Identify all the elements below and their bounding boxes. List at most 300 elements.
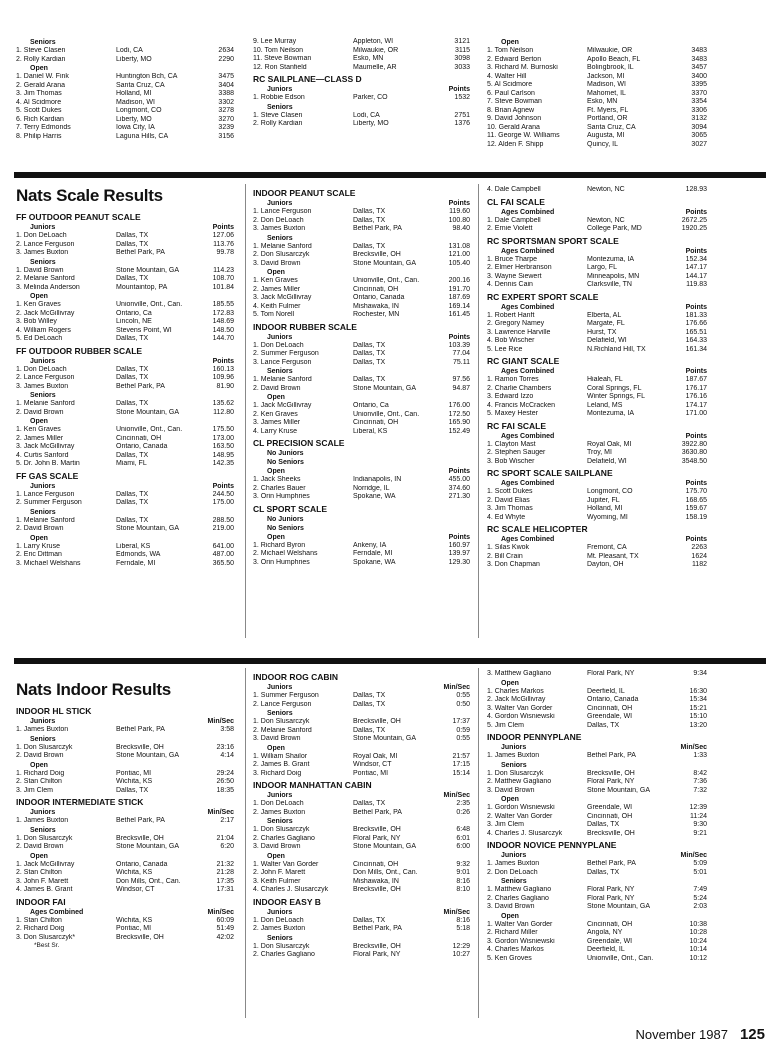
result-row — [16, 934, 234, 943]
competitor-hometown: Dallas, TX — [116, 240, 149, 248]
score-unit-heading: Min/Sec — [680, 744, 707, 751]
competitor-score: 244.50 — [212, 490, 234, 498]
competitor-name: 2. Eric Dittman — [16, 551, 62, 558]
competitor-name: 12. Alden F. Shipp — [487, 140, 544, 148]
competitor-name: 1. Clayton Mast — [487, 440, 536, 448]
indoor-column-2 — [253, 670, 470, 960]
top-column-3 — [487, 38, 707, 149]
result-row — [16, 301, 234, 310]
result-row — [16, 770, 234, 779]
competitor-name: 3. James Buxton — [253, 225, 306, 232]
competitor-hometown: Ontario, Ca — [116, 309, 152, 317]
competitor-hometown: Dallas, TX — [353, 208, 386, 215]
competitor-score: 176.16 — [685, 393, 707, 400]
competitor-name: 3. Jack McGillivray — [253, 294, 312, 301]
competitor-score: 173.00 — [212, 434, 234, 442]
result-row — [16, 843, 234, 852]
result-row — [487, 256, 707, 265]
division-heading — [253, 791, 470, 800]
result-row — [253, 770, 470, 779]
result-row — [16, 232, 234, 241]
division-label: Open — [267, 533, 285, 541]
result-row — [487, 141, 707, 150]
competitor-hometown: Cincinnati, OH — [116, 434, 162, 442]
competitor-score: 161.34 — [685, 345, 707, 353]
competitor-score: 15:21 — [689, 704, 707, 712]
result-row — [16, 73, 234, 82]
result-row — [16, 778, 234, 787]
competitor-score: 3121 — [454, 38, 470, 45]
division-heading — [16, 808, 234, 817]
score-unit-heading: Points — [448, 200, 470, 207]
result-row — [16, 409, 234, 418]
competitor-hometown: Unionville, Ont., Can. — [587, 954, 654, 962]
competitor-name: 2. Charles Bauer — [253, 484, 306, 492]
competitor-name: 3. Jim Clem — [16, 786, 53, 794]
competitor-score: 3395 — [691, 81, 707, 88]
result-row — [487, 544, 707, 553]
competitor-name: 3. Don Slusarczyk* — [16, 933, 76, 941]
competitor-score: 172.50 — [448, 410, 470, 418]
competitor-name: 4. Francis McCracken — [487, 401, 556, 409]
competitor-score: 487.00 — [212, 551, 234, 558]
result-row — [253, 47, 470, 56]
competitor-hometown: Dallas, TX — [353, 700, 386, 708]
result-row — [253, 419, 470, 428]
competitor-name: 3. Don Chapman — [487, 561, 540, 568]
competitor-hometown: Bethel Park, PA — [116, 726, 165, 733]
competitor-hometown: Ferndale, MI — [116, 559, 156, 567]
competitor-hometown: Floral Park, NY — [587, 778, 635, 785]
score-unit-heading: Points — [685, 247, 707, 255]
competitor-hometown: Dallas, TX — [353, 242, 386, 250]
competitor-hometown: Dallas, TX — [353, 216, 386, 224]
score-unit-heading: Points — [685, 480, 707, 487]
competitor-score: 42:02 — [216, 933, 234, 941]
event-title: INDOOR NOVICE PENNYPLANE — [487, 840, 617, 850]
competitor-name: 1. Lance Ferguson — [16, 490, 75, 498]
division-label: Seniors — [30, 735, 56, 743]
score-unit-heading: Points — [685, 303, 707, 311]
competitor-hometown: Dallas, TX — [116, 499, 149, 506]
competitor-name: 2. Lance Ferguson — [253, 700, 312, 708]
event-title: INDOOR PEANUT SCALE — [253, 188, 356, 198]
competitor-score: 641.00 — [212, 542, 234, 550]
result-row — [16, 275, 234, 284]
result-row — [487, 217, 707, 226]
result-row — [16, 861, 234, 870]
event-title: RC SAILPLANE—CLASS D — [253, 74, 362, 84]
competitor-hometown: Parker, CO — [353, 94, 388, 101]
competitor-name: 2. David Brown — [16, 525, 64, 532]
competitor-name: 1. Dale Campbell — [487, 216, 541, 224]
result-row — [487, 449, 707, 458]
competitor-score: 9:01 — [456, 869, 470, 876]
competitor-score: 3475 — [218, 73, 234, 80]
competitor-name: 1. David Brown — [16, 266, 64, 274]
competitor-hometown: Dallas, TX — [353, 692, 386, 699]
result-row — [487, 929, 707, 938]
result-row — [16, 318, 234, 327]
competitor-hometown: Winter Springs, FL — [587, 393, 645, 400]
event-title: INDOOR FAI — [16, 896, 66, 907]
competitor-hometown: Dallas, TX — [116, 516, 149, 524]
competitor-hometown: Holland, MI — [587, 505, 623, 512]
footnote: *Best Sr. — [34, 942, 60, 949]
result-row — [16, 925, 234, 934]
competitor-hometown: Jupiter, FL — [587, 496, 620, 504]
competitor-score: 6:01 — [456, 834, 470, 842]
competitor-hometown: Newton, NC — [587, 216, 625, 224]
division-heading — [487, 535, 707, 544]
division-label: Open — [501, 912, 519, 920]
competitor-name: 5. Scott Dukes — [16, 107, 62, 114]
division-label: Juniors — [30, 482, 56, 490]
competitor-name: 3. Orin Humphries — [253, 493, 310, 500]
competitor-hometown: Angola, NY — [587, 929, 623, 936]
score-unit-heading: Points — [212, 224, 234, 231]
competitor-hometown: Brecksville, OH — [587, 769, 635, 777]
competitor-score: 9:21 — [693, 829, 707, 837]
competitor-hometown: Pontiac, MI — [116, 925, 152, 932]
competitor-hometown: Mt. Pleasant, TX — [587, 552, 639, 560]
event-title: RC EXPERT SPORT SCALE — [487, 291, 599, 302]
result-row — [487, 869, 707, 878]
competitor-hometown: Greendale, WI — [587, 713, 633, 720]
competitor-score: 100.80 — [448, 216, 470, 224]
result-row — [253, 861, 470, 870]
competitor-hometown: Stone Mountain, GA — [353, 384, 417, 392]
competitor-score: 2263 — [691, 544, 707, 551]
competitor-hometown: Milwaukie, OR — [587, 47, 633, 54]
competitor-score: 60:09 — [216, 916, 234, 924]
result-row — [16, 383, 234, 392]
competitor-score: 169.14 — [448, 302, 470, 310]
result-row — [487, 752, 707, 761]
division-label: Juniors — [30, 809, 56, 816]
result-row — [16, 267, 234, 276]
competitor-score: 3156 — [218, 132, 234, 140]
competitor-hometown: Holland, MI — [116, 90, 152, 97]
competitor-score: 17:31 — [216, 886, 234, 893]
competitor-name: 5. Ken Groves — [487, 954, 532, 962]
competitor-score: 15:34 — [689, 696, 707, 703]
result-row — [487, 320, 707, 329]
competitor-name: 3. Gordon Wisniewski — [487, 937, 555, 945]
result-row — [487, 132, 707, 141]
result-row — [16, 726, 234, 735]
result-row — [253, 402, 470, 411]
competitor-hometown: Pontiac, MI — [353, 769, 389, 777]
competitor-hometown: Dallas, TX — [116, 275, 149, 282]
result-row — [487, 124, 707, 133]
competitor-hometown: Liberty, MO — [116, 55, 152, 63]
result-row — [16, 878, 234, 887]
competitor-name: 4. Dennis Cain — [487, 281, 533, 288]
section-divider-bar — [14, 658, 766, 664]
competitor-hometown: Stevens Point, WI — [116, 326, 172, 334]
competitor-score: 6:48 — [456, 826, 470, 833]
competitor-name: 5. Lee Rice — [487, 345, 523, 353]
competitor-hometown: Ontario, Canada — [587, 696, 639, 703]
competitor-score: 0:55 — [456, 692, 470, 699]
competitor-name: 1. Daniel W. Fink — [16, 73, 69, 80]
result-row — [253, 286, 470, 295]
competitor-name: 3. Jim Thomas — [16, 90, 62, 97]
competitor-hometown: Spokane, WA — [353, 558, 396, 566]
competitor-name: 2. Jack McGillivray — [16, 309, 75, 317]
competitor-hometown: Augusta, MI — [587, 132, 625, 139]
competitor-hometown: Bethel Park, PA — [353, 925, 402, 932]
competitor-hometown: Dallas, TX — [116, 335, 149, 342]
competitor-hometown: Ontario, Canada — [116, 443, 168, 450]
competitor-name: 3. Richard Doig — [253, 769, 302, 777]
competitor-score: 176.66 — [685, 320, 707, 327]
competitor-name: 2. Gerald Arana — [16, 81, 66, 89]
division-label: Juniors — [30, 357, 56, 365]
competitor-score: 3306 — [691, 106, 707, 114]
result-row — [16, 249, 234, 258]
division-label: Open — [501, 39, 519, 46]
result-row — [253, 217, 470, 226]
competitor-name: 3. Bob Willey — [16, 318, 57, 325]
division-label: Open — [267, 744, 285, 752]
score-unit-heading: Points — [448, 468, 470, 475]
division-heading — [253, 852, 470, 861]
result-row — [487, 329, 707, 338]
competitor-hometown: Brecksville, OH — [353, 826, 401, 833]
competitor-hometown: Lodi, CA — [353, 111, 380, 119]
competitor-name: 1. William Shailor — [253, 752, 308, 760]
result-row — [487, 458, 707, 467]
competitor-hometown: Dallas, TX — [353, 341, 386, 349]
result-row — [253, 826, 470, 835]
competitor-score: 12:39 — [689, 804, 707, 811]
competitor-name: 1. Jack Sheeks — [253, 476, 301, 483]
competitor-score: 3370 — [691, 89, 707, 97]
competitor-name: 6. Paul Carlson — [487, 89, 535, 97]
result-row — [16, 90, 234, 99]
competitor-score: 175.50 — [212, 426, 234, 433]
competitor-score: 77.04 — [452, 350, 470, 357]
competitor-hometown: Greendale, WI — [587, 937, 633, 945]
competitor-score: 1376 — [454, 120, 470, 127]
competitor-name: 1. Melanie Sanford — [16, 516, 75, 524]
competitor-score: 2751 — [454, 111, 470, 119]
division-heading — [253, 467, 470, 476]
competitor-hometown: Troy, MI — [587, 449, 612, 456]
competitor-hometown: Greendale, WI — [587, 804, 633, 811]
competitor-name: 1. Lance Ferguson — [253, 208, 312, 215]
division-heading — [487, 679, 707, 688]
result-row — [16, 543, 234, 552]
competitor-name: 2. Bill Crain — [487, 552, 523, 560]
competitor-name: 2. Lance Ferguson — [16, 374, 75, 381]
competitor-hometown: Spokane, WA — [353, 493, 396, 500]
competitor-score: 94.87 — [452, 384, 470, 392]
division-heading — [253, 103, 470, 112]
division-label: Juniors — [267, 200, 293, 207]
competitor-score: 3483 — [691, 47, 707, 54]
event-title: INDOOR INTERMEDIATE STICK — [16, 797, 144, 807]
competitor-hometown: Madison, WI — [587, 81, 626, 88]
competitor-name: 4. Bob Wischer — [487, 337, 535, 344]
division-label: Seniors — [30, 392, 56, 399]
competitor-name: 5. Ed DeLoach — [16, 335, 63, 342]
competitor-hometown: Brecksville, OH — [116, 933, 164, 941]
division-heading — [253, 533, 470, 542]
result-row — [487, 98, 707, 107]
competitor-score: 8:16 — [456, 916, 470, 924]
result-row — [487, 497, 707, 506]
competitor-hometown: Maumelle, AR — [353, 63, 397, 71]
result-row — [253, 692, 470, 701]
competitor-name: 3. Matthew Gagliano — [487, 670, 552, 677]
competitor-hometown: Bethel Park, PA — [353, 808, 402, 816]
result-row — [253, 359, 470, 368]
competitor-score: 6:00 — [456, 843, 470, 850]
division-heading — [253, 199, 470, 208]
division-heading — [253, 268, 470, 277]
competitor-name: 4. Dale Campbell — [487, 186, 541, 193]
competitor-score: 165.90 — [448, 419, 470, 426]
competitor-hometown: Iowa City, IA — [116, 124, 155, 131]
competitor-hometown: Dallas, TX — [587, 721, 620, 729]
competitor-hometown: Dallas, TX — [116, 786, 149, 794]
result-row — [16, 241, 234, 250]
division-label: Ages Combined — [501, 247, 555, 255]
division-heading — [16, 258, 234, 267]
competitor-score: 97.56 — [452, 376, 470, 383]
competitor-name: 1. Robbie Edson — [253, 94, 305, 101]
division-label: Juniors — [267, 908, 293, 916]
result-row — [487, 393, 707, 402]
division-label: No Juniors — [267, 450, 304, 457]
result-row — [487, 115, 707, 124]
division-label: Ages Combined — [501, 536, 555, 543]
competitor-score: 10:24 — [689, 937, 707, 945]
result-row — [487, 770, 707, 779]
competitor-score: 15:14 — [452, 769, 470, 777]
competitor-hometown: Windsor, CT — [353, 761, 392, 768]
event-title: RC GIANT SCALE — [487, 356, 560, 366]
competitor-name: 1. Melanie Sanford — [253, 242, 312, 250]
division-heading — [253, 333, 470, 342]
result-row — [487, 696, 707, 705]
page-number: 125 — [739, 1026, 765, 1043]
competitor-score: 10:28 — [689, 929, 707, 936]
result-row — [487, 955, 707, 964]
result-row — [253, 376, 470, 385]
result-row — [16, 335, 234, 344]
competitor-score: 3278 — [218, 107, 234, 114]
competitor-hometown: Dallas, TX — [587, 868, 620, 876]
division-heading — [253, 515, 470, 524]
result-row — [16, 560, 234, 569]
result-row — [253, 277, 470, 286]
competitor-score: 21:57 — [452, 752, 470, 760]
competitor-name: 10. Gerald Arana — [487, 123, 540, 131]
competitor-score: 3239 — [218, 124, 234, 131]
division-heading — [253, 683, 470, 692]
competitor-hometown: Floral Park, NY — [353, 951, 401, 958]
result-row — [16, 82, 234, 91]
score-unit-heading: Points — [448, 86, 470, 93]
result-row — [16, 133, 234, 142]
competitor-score: 6:20 — [220, 843, 234, 850]
division-heading — [16, 852, 234, 861]
issue-date: November 1987 — [635, 1027, 728, 1042]
competitor-hometown: Liberty, MO — [353, 120, 389, 127]
competitor-name: 2. Don DeLoach — [487, 868, 538, 876]
competitor-name: 3. David Brown — [253, 259, 301, 267]
competitor-score: 17:15 — [452, 761, 470, 768]
competitor-hometown: Appleton, WI — [353, 38, 394, 45]
competitor-hometown: Mountaintop, PA — [116, 283, 168, 291]
division-label: Ages Combined — [501, 432, 555, 440]
competitor-hometown: Cincinnati, OH — [353, 285, 399, 293]
result-row — [16, 460, 234, 469]
competitor-hometown: Deerfield, IL — [587, 687, 625, 695]
result-row — [487, 312, 707, 321]
competitor-score: 3354 — [691, 98, 707, 105]
competitor-score: 2634 — [218, 47, 234, 54]
division-heading — [16, 761, 234, 770]
scale-results-heading: Nats Scale Results — [16, 186, 163, 205]
scale-column-1-entries — [16, 212, 234, 568]
result-row — [487, 402, 707, 411]
result-row — [487, 713, 707, 722]
competitor-score: 3483 — [691, 55, 707, 63]
competitor-hometown: Don Mills, Ont., Can. — [353, 869, 418, 876]
competitor-name: 2. David Brown — [16, 843, 64, 850]
competitor-score: 147.17 — [685, 264, 707, 271]
competitor-score: 0:55 — [456, 735, 470, 742]
result-row — [253, 542, 470, 551]
competitor-name: 1. Don Slusarczyk — [487, 769, 544, 777]
competitor-name: 1. Don Slusarczyk — [16, 743, 73, 751]
result-row — [253, 951, 470, 960]
result-row — [253, 485, 470, 494]
competitor-name: 1. Don DeLoach — [253, 800, 304, 807]
competitor-hometown: Dallas, TX — [353, 350, 386, 357]
division-label: Seniors — [267, 934, 293, 942]
division-label: Juniors — [267, 792, 293, 799]
result-row — [16, 400, 234, 409]
competitor-name: 1. Tom Neilson — [487, 47, 534, 54]
competitor-hometown: Bethel Park, PA — [353, 225, 402, 232]
competitor-score: 11:24 — [690, 812, 707, 820]
competitor-score: 144.17 — [685, 272, 707, 280]
competitor-name: 3. Lawrence Harville — [487, 328, 551, 336]
division-label: No Juniors — [267, 515, 304, 523]
result-row — [16, 452, 234, 461]
competitor-hometown: Longmont, CO — [116, 107, 162, 114]
competitor-hometown: Dallas, TX — [116, 365, 149, 373]
result-row — [253, 835, 470, 844]
result-row — [487, 186, 707, 195]
division-heading — [487, 303, 707, 312]
division-heading — [16, 391, 234, 400]
competitor-hometown: Dallas, TX — [116, 490, 149, 498]
competitor-hometown: Santa Cruz, CA — [587, 123, 636, 131]
result-row — [16, 752, 234, 761]
competitor-score: 129.30 — [448, 558, 470, 566]
competitor-score: 5:09 — [693, 860, 707, 867]
scale-column-3 — [487, 186, 707, 570]
division-heading — [16, 223, 234, 232]
competitor-name: 2. Stephen Sauger — [487, 449, 546, 456]
